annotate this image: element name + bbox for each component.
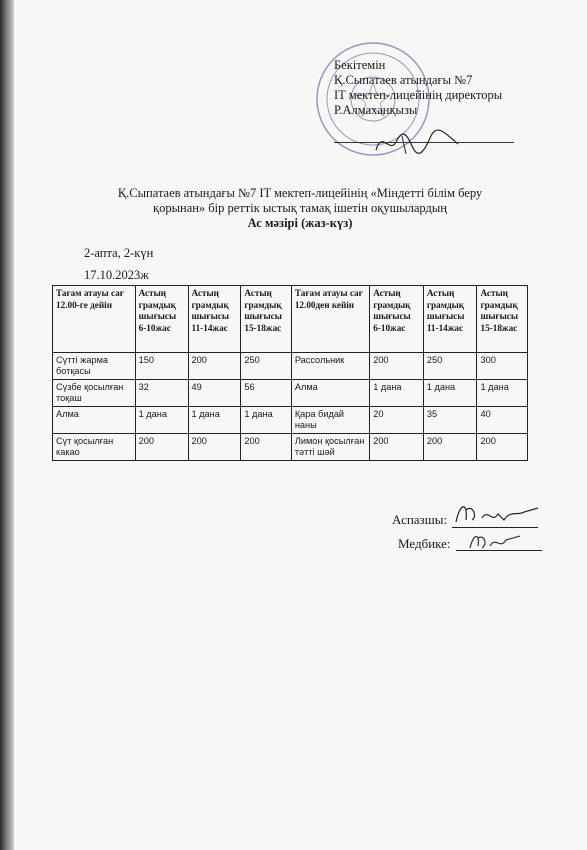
approval-line-director: IT мектеп-лицейінің директоры: [334, 88, 503, 102]
table-cell: 56: [241, 380, 291, 407]
table-cell: 35: [423, 407, 477, 434]
table-cell: 1 дана: [135, 407, 188, 434]
table-cell: 150: [135, 353, 188, 380]
approval-signature-line: [334, 142, 514, 143]
table-cell: 200: [370, 434, 424, 461]
table-row: [53, 380, 528, 407]
approval-block: [334, 58, 502, 118]
nurse-label: Медбике:: [398, 536, 451, 551]
director-signature: [372, 124, 462, 158]
table-cell: Сүт қосылған какао: [53, 434, 136, 461]
header-cell: Тағам атауы сағ 12.00-ге дейін: [53, 286, 136, 353]
header-cell: Астың грамдық шығысы 11-14жас: [423, 286, 477, 353]
table-cell: 1 дана: [370, 380, 424, 407]
table-header-row: [53, 286, 528, 353]
table-cell: 200: [188, 353, 241, 380]
table-cell: Алма: [53, 407, 136, 434]
table-cell: 1 дана: [188, 407, 241, 434]
table-cell: 250: [423, 353, 477, 380]
cook-label: Аспазшы:: [392, 512, 448, 527]
table-cell: 32: [135, 380, 188, 407]
table-cell: Алма: [291, 380, 369, 407]
table-cell: Сүзбе қосылған тоқаш: [53, 380, 136, 407]
header-cell: Астың грамдық шығысы 11-14жас: [188, 286, 241, 353]
table-cell: 300: [477, 353, 528, 380]
table-row: [53, 353, 528, 380]
week-day: 2-апта, 2-күн: [84, 246, 154, 260]
table-cell: 200: [370, 353, 424, 380]
table-cell: 200: [135, 434, 188, 461]
table-cell: 200: [477, 434, 528, 461]
title-line-2: қорынан» бір реттік ыстық тамақ ішетін оқушылардың: [153, 201, 447, 215]
header-cell: Астың грамдық шығысы 6-10жас: [370, 286, 424, 353]
table-cell: 49: [188, 380, 241, 407]
menu-date: 17.10.2023ж: [84, 268, 149, 282]
header-cell: Тағам атауы сағ 12.00ден кейін: [291, 286, 369, 353]
document-title: [60, 186, 540, 231]
title-line-1: Қ.Сыпатаев атындағы №7 IT мектеп-лицейінің «Міндетті білім беру: [117, 186, 483, 200]
header-cell: Астың грамдық шығысы 15-18жас: [241, 286, 291, 353]
header-cell: Астың грамдық шығысы 15-18жас: [477, 286, 528, 353]
menu-table: [52, 285, 528, 461]
approval-line-school: Қ.Сыпатаев атындағы №7: [334, 73, 473, 87]
table-cell: 1 дана: [423, 380, 477, 407]
approval-heading: Бекітемін: [334, 58, 386, 72]
table-row: [53, 434, 528, 461]
cook-signature: [452, 498, 542, 530]
header-cell: Астың грамдық шығысы 6-10жас: [135, 286, 188, 353]
menu-heading: Ас мәзірі (жаз-күз): [247, 216, 353, 230]
table-cell: Сүтті жарма ботқасы: [53, 353, 136, 380]
table-cell: 1 дана: [477, 380, 528, 407]
approval-line-name: Р.Алмаханқызы: [334, 103, 418, 117]
table-cell: 200: [423, 434, 477, 461]
table-cell: 40: [477, 407, 528, 434]
table-cell: 250: [241, 353, 291, 380]
nurse-signature: [466, 528, 526, 554]
table-cell: 1 дана: [241, 407, 291, 434]
table-cell: Қара бидай наны: [291, 407, 369, 434]
table-cell: 20: [370, 407, 424, 434]
table-cell: 200: [241, 434, 291, 461]
table-cell: 200: [188, 434, 241, 461]
table-row: [53, 407, 528, 434]
table-cell: Рассольник: [291, 353, 369, 380]
table-cell: Лимон қосылған тәтті шәй: [291, 434, 369, 461]
